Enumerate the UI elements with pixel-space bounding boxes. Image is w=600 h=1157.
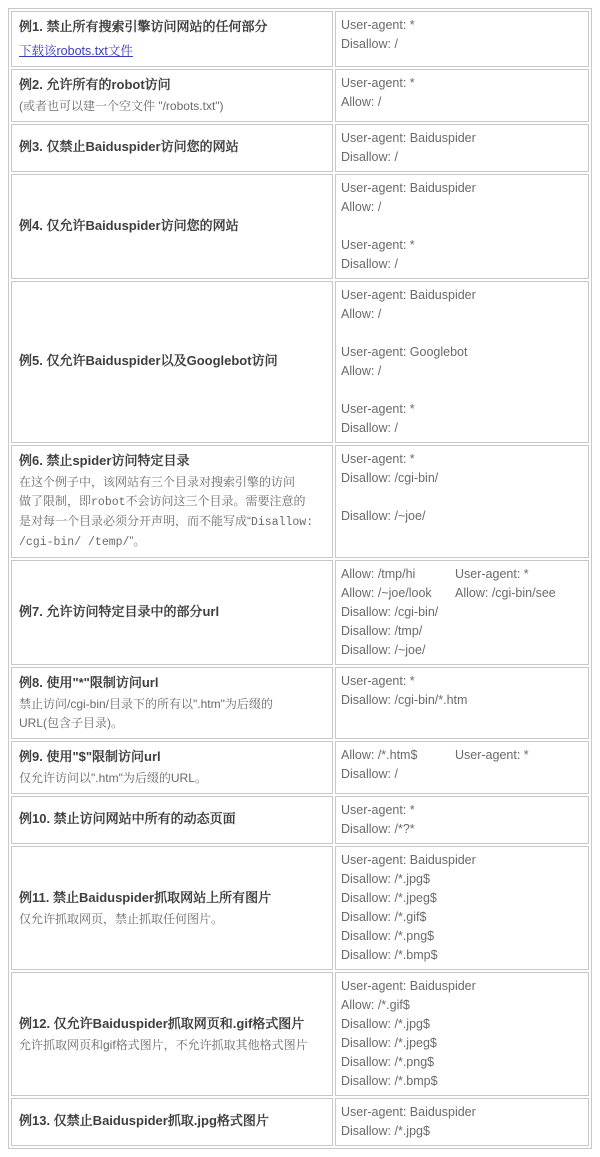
example-note-line: 在这个例子中，该网站有三个目录对搜索引擎的访问 bbox=[19, 475, 296, 489]
robots-directives-cell bbox=[335, 124, 589, 172]
example-row bbox=[11, 796, 589, 844]
example-title: 例5. 仅允许Baiduspider以及Googlebot访问 bbox=[19, 353, 278, 368]
example-note-line: 仅允许访问以".htm"为后缀的URL。 bbox=[19, 771, 207, 785]
robots-directives-cell bbox=[335, 174, 589, 279]
example-row bbox=[11, 69, 589, 122]
example-title: 例11. 禁止Baiduspider抓取网站上所有图片 bbox=[19, 889, 272, 905]
directive-line: Disallow: /*.jpeg$ bbox=[341, 891, 437, 905]
directive-line: User-agent: * bbox=[455, 567, 529, 581]
directive-lines bbox=[341, 1103, 583, 1141]
directive-lines bbox=[341, 286, 583, 438]
directive-line: Disallow: /*.bmp$ bbox=[341, 1074, 438, 1088]
directive-line: Disallow: / bbox=[341, 37, 398, 51]
example-note-line: URL(包含子目录)。 bbox=[19, 716, 123, 730]
example-description-cell bbox=[11, 69, 333, 122]
directive-line: User-agent: * bbox=[341, 674, 415, 688]
example-description-cell bbox=[11, 1098, 333, 1146]
directive-line: Allow: /tmp/hi bbox=[341, 567, 416, 581]
directive-lines bbox=[341, 977, 583, 1091]
directive-line: Disallow: /*.gif$ bbox=[341, 910, 427, 924]
robots-examples-table-body bbox=[11, 11, 589, 1146]
directive-line: User-agent: Baiduspider bbox=[341, 979, 476, 993]
directive-line: User-agent: * bbox=[455, 748, 529, 762]
directive-line: Allow: /~joe/look bbox=[341, 586, 432, 600]
directive-line: User-agent: Baiduspider bbox=[341, 131, 476, 145]
directive-line: Disallow: / bbox=[341, 421, 398, 435]
directive-line: Disallow: /*.bmp$ bbox=[341, 948, 438, 962]
example-description-cell bbox=[11, 667, 333, 739]
example-note-line: 允许抓取网页和gif格式图片，不允许抓取其他格式图片 bbox=[19, 1037, 308, 1052]
example-row bbox=[11, 174, 589, 279]
robots-directives-cell bbox=[335, 846, 589, 970]
directive-line: User-agent: * bbox=[341, 452, 415, 466]
directive-line: Disallow: /*.png$ bbox=[341, 1055, 435, 1069]
robots-directives-cell bbox=[335, 11, 589, 67]
directive-lines bbox=[341, 672, 583, 710]
robots-directives-cell bbox=[335, 796, 589, 844]
directive-blank-line bbox=[341, 324, 583, 343]
example-description-cell bbox=[11, 560, 333, 665]
directive-lines bbox=[341, 450, 583, 526]
robots-txt-download-link[interactable]: 下载该robots.txt文件 bbox=[19, 44, 133, 58]
example-title: 例2. 允许所有的robot访问 bbox=[19, 77, 171, 92]
robots-directives-cell bbox=[335, 667, 589, 739]
directive-line: Disallow: /*.jpg$ bbox=[341, 1124, 430, 1138]
directive-line: Allow: /cgi-bin/see bbox=[455, 586, 556, 600]
directive-line: Disallow: /cgi-bin/ bbox=[341, 471, 439, 485]
example-description-cell bbox=[11, 281, 333, 443]
directive-line: Allow: /*.htm$ bbox=[341, 748, 418, 762]
directive-line: User-agent: * bbox=[341, 76, 415, 90]
example-title: 例6. 禁止spider访问特定目录 bbox=[19, 453, 190, 468]
directive-line: User-agent: Baiduspider bbox=[341, 181, 476, 195]
directive-lines bbox=[341, 16, 583, 54]
robots-directives-cell bbox=[335, 445, 589, 558]
robots-directives-cell bbox=[335, 972, 589, 1096]
example-note-line: 禁止访问/cgi-bin/目录下的所有以".htm"为后缀的 bbox=[19, 697, 273, 711]
example-title: 例13. 仅禁止Baiduspider抓取.jpg格式图片 bbox=[19, 1113, 269, 1128]
directive-line: Disallow: /cgi-bin/ bbox=[341, 605, 439, 619]
directive-blank-line bbox=[341, 381, 583, 400]
example-title: 例8. 使用"*"限制访问url bbox=[19, 675, 159, 690]
robots-directives-cell bbox=[335, 69, 589, 122]
example-row bbox=[11, 741, 589, 794]
example-title: 例12. 仅允许Baiduspider抓取网页和.gif格式图片 bbox=[19, 1015, 305, 1031]
example-description-cell bbox=[11, 796, 333, 844]
example-row bbox=[11, 445, 589, 558]
directive-line: User-agent: Baiduspider bbox=[341, 288, 476, 302]
directive-line: Allow: / bbox=[341, 200, 382, 214]
directive-line: Allow: / bbox=[341, 364, 382, 378]
directive-line: User-agent: * bbox=[341, 238, 415, 252]
directive-lines bbox=[341, 179, 583, 274]
directive-line: User-agent: * bbox=[341, 803, 415, 817]
directive-line: Allow: / bbox=[341, 95, 382, 109]
directive-line: Disallow: /tmp/ bbox=[341, 624, 423, 638]
example-description-cell bbox=[11, 741, 333, 794]
example-title: 例3. 仅禁止Baiduspider访问您的网站 bbox=[19, 139, 239, 154]
directive-columns bbox=[341, 746, 583, 784]
directive-columns bbox=[341, 565, 583, 660]
directive-lines bbox=[341, 801, 583, 839]
directive-line: User-agent: * bbox=[341, 18, 415, 32]
example-row bbox=[11, 11, 589, 67]
example-row bbox=[11, 667, 589, 739]
example-description-cell bbox=[11, 972, 333, 1096]
example-row bbox=[11, 124, 589, 172]
directive-line: Allow: / bbox=[341, 307, 382, 321]
example-title: 例10. 禁止访问网站中所有的动态页面 bbox=[19, 811, 236, 826]
example-note-line: 仅允许抓取网页，禁止抓取任何图片。 bbox=[19, 911, 224, 926]
example-row bbox=[11, 972, 589, 1096]
directive-line: Disallow: /~joe/ bbox=[341, 643, 426, 657]
robots-directives-cell bbox=[335, 741, 589, 794]
directive-line: Disallow: / bbox=[341, 150, 398, 164]
directive-lines bbox=[341, 746, 455, 784]
example-description-cell bbox=[11, 11, 333, 67]
directive-line: User-agent: Baiduspider bbox=[341, 853, 476, 867]
example-note-line: /cgi-bin/ /temp/”。 bbox=[19, 534, 146, 549]
example-note-line: 是对每一个目录必须分开声明，而不能写成“Disallow: bbox=[19, 514, 314, 529]
robots-directives-cell bbox=[335, 560, 589, 665]
directive-line: Disallow: /cgi-bin/*.htm bbox=[341, 693, 468, 707]
example-row bbox=[11, 1098, 589, 1146]
example-title: 例1. 禁止所有搜索引擎访问网站的任何部分 bbox=[19, 19, 268, 34]
directive-line: User-agent: * bbox=[341, 402, 415, 416]
example-description-cell bbox=[11, 846, 333, 970]
example-row bbox=[11, 560, 589, 665]
directive-line: Allow: /*.gif$ bbox=[341, 998, 410, 1012]
example-title: 例9. 使用"$"限制访问url bbox=[19, 749, 161, 764]
directive-blank-line bbox=[341, 217, 583, 236]
example-row bbox=[11, 846, 589, 970]
directive-line: Disallow: / bbox=[341, 767, 398, 781]
directive-line: Disallow: /*.jpeg$ bbox=[341, 1036, 437, 1050]
directive-line: User-agent: Googlebot bbox=[341, 345, 468, 359]
directive-lines bbox=[341, 74, 583, 112]
inline-code: Disallow: bbox=[251, 516, 314, 529]
example-row bbox=[11, 281, 589, 443]
example-description-cell bbox=[11, 174, 333, 279]
directive-lines bbox=[341, 129, 583, 167]
example-title: 例4. 仅允许Baiduspider访问您的网站 bbox=[19, 217, 239, 233]
robots-examples-table bbox=[8, 8, 592, 1149]
directive-line: Disallow: /*?* bbox=[341, 822, 415, 836]
directive-lines bbox=[455, 746, 583, 784]
example-description-cell bbox=[11, 445, 333, 558]
example-note-line: 做了限制，即robot不会访问这三个目录。需要注意的 bbox=[19, 494, 306, 509]
directive-lines bbox=[341, 851, 583, 965]
directive-lines bbox=[455, 565, 583, 660]
example-description-cell bbox=[11, 124, 333, 172]
robots-directives-cell bbox=[335, 281, 589, 443]
directive-lines bbox=[341, 565, 455, 660]
example-title: 例7. 允许访问特定目录中的部分url bbox=[19, 603, 220, 619]
directive-line: Disallow: /*.png$ bbox=[341, 929, 435, 943]
directive-line: Disallow: /*.jpg$ bbox=[341, 1017, 430, 1031]
directive-line: User-agent: Baiduspider bbox=[341, 1105, 476, 1119]
example-note-line: (或者也可以建一个空文件 "/robots.txt") bbox=[19, 99, 224, 113]
directive-line: Disallow: / bbox=[341, 257, 398, 271]
directive-line: Disallow: /~joe/ bbox=[341, 509, 426, 523]
inline-code: /cgi-bin/ /temp/ bbox=[19, 536, 130, 549]
directive-blank-line bbox=[341, 488, 583, 507]
robots-directives-cell bbox=[335, 1098, 589, 1146]
directive-line: Disallow: /*.jpg$ bbox=[341, 872, 430, 886]
inline-code: robot bbox=[91, 496, 126, 509]
